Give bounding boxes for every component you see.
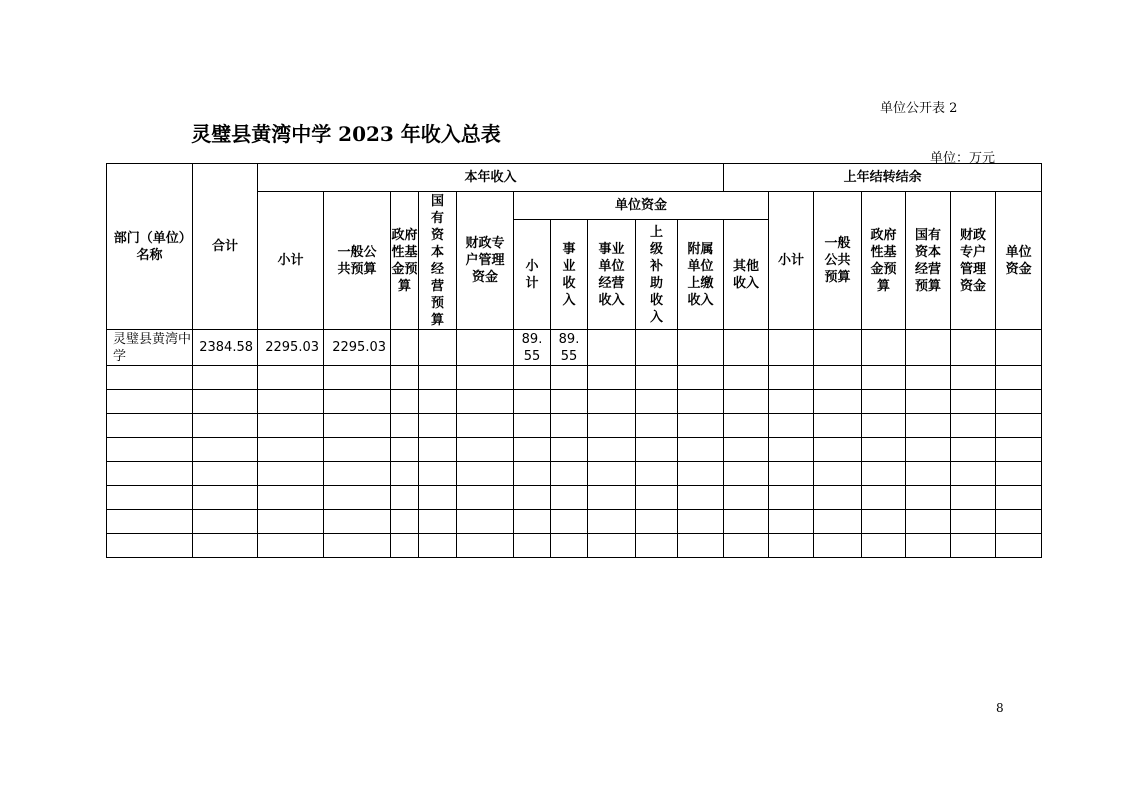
table-cell — [107, 438, 193, 462]
row-cy-general: 2295.03 — [324, 330, 391, 366]
table-cell — [457, 462, 514, 486]
row-uf-affiliated — [678, 330, 724, 366]
table-cell — [996, 390, 1042, 414]
table-cell — [551, 534, 588, 558]
table-cell — [724, 510, 769, 534]
table-cell — [678, 438, 724, 462]
table-cell — [814, 462, 862, 486]
table-cell — [862, 438, 906, 462]
table-cell — [996, 486, 1042, 510]
table-number: 单位公开表 2 — [880, 101, 958, 116]
table-cell — [678, 534, 724, 558]
table-cell — [588, 414, 636, 438]
table-cell — [724, 534, 769, 558]
table-cell — [457, 366, 514, 390]
row-cy-state-capital — [419, 330, 457, 366]
table-cell — [391, 438, 419, 462]
table-cell — [324, 510, 391, 534]
table-cell — [906, 414, 951, 438]
table-cell — [419, 390, 457, 414]
header-uf-operating: 事业单位经营收入 — [588, 220, 636, 330]
header-cy-gov-fund: 政府性基金预算 — [391, 192, 419, 330]
table-cell — [951, 438, 996, 462]
table-cell — [258, 510, 324, 534]
table-cell — [193, 366, 258, 390]
table-cell — [678, 414, 724, 438]
table-cell — [636, 438, 678, 462]
table-cell — [769, 462, 814, 486]
table-cell — [391, 462, 419, 486]
table-row — [107, 438, 1042, 462]
table-cell — [419, 414, 457, 438]
table-cell — [724, 486, 769, 510]
table-cell — [862, 390, 906, 414]
table-cell — [588, 390, 636, 414]
row-py-gov-fund — [862, 330, 906, 366]
page-title: 灵璧县黄湾中学 2023 年收入总表 — [191, 122, 501, 146]
table-cell — [588, 486, 636, 510]
table-cell — [391, 366, 419, 390]
table-cell — [724, 390, 769, 414]
table-cell — [906, 438, 951, 462]
row-uf-business: 89.55 — [551, 330, 588, 366]
table-cell — [814, 534, 862, 558]
page-number: 8 — [996, 701, 1004, 715]
table-cell — [862, 414, 906, 438]
header-py-state-capital: 国有资本经营预算 — [906, 192, 951, 330]
table-cell — [814, 414, 862, 438]
table-cell — [678, 390, 724, 414]
table-cell — [862, 534, 906, 558]
header-cy-general: 一般公共预算 — [324, 192, 391, 330]
table-cell — [551, 414, 588, 438]
table-cell — [457, 414, 514, 438]
table-cell — [514, 486, 551, 510]
table-cell — [906, 486, 951, 510]
table-cell — [769, 438, 814, 462]
table-cell — [391, 390, 419, 414]
row-dept-name: 灵璧县黄湾中学 — [107, 330, 193, 366]
unit-label: 单位：万元 — [930, 151, 996, 166]
row-uf-other — [724, 330, 769, 366]
table-cell — [258, 534, 324, 558]
table-cell — [996, 366, 1042, 390]
table-cell — [324, 462, 391, 486]
table-cell — [514, 366, 551, 390]
table-cell — [588, 438, 636, 462]
header-current-year: 本年收入 — [258, 164, 724, 192]
table-row — [107, 330, 1042, 366]
table-cell — [951, 414, 996, 438]
table-cell — [514, 438, 551, 462]
table-cell — [258, 486, 324, 510]
row-total: 2384.58 — [193, 330, 258, 366]
table-cell — [551, 462, 588, 486]
header-uf-affiliated: 附属单位上缴收入 — [678, 220, 724, 330]
table-cell — [769, 390, 814, 414]
header-prev-year: 上年结转结余 — [724, 164, 1042, 192]
row-cy-gov-fund — [391, 330, 419, 366]
table-cell — [769, 486, 814, 510]
table-cell — [862, 462, 906, 486]
table-cell — [769, 534, 814, 558]
row-py-fiscal-special — [951, 330, 996, 366]
table-cell — [636, 486, 678, 510]
table-cell — [814, 438, 862, 462]
table-cell — [636, 390, 678, 414]
table-row — [107, 486, 1042, 510]
table-cell — [419, 366, 457, 390]
header-py-subtotal: 小计 — [769, 192, 814, 330]
empty-rows — [107, 366, 1042, 558]
table-cell — [258, 390, 324, 414]
table-cell — [814, 510, 862, 534]
table-cell — [906, 366, 951, 390]
table-cell — [391, 534, 419, 558]
table-cell — [107, 486, 193, 510]
table-cell — [551, 438, 588, 462]
table-cell — [457, 486, 514, 510]
header-uf-subsidy: 上级补助收入 — [636, 220, 678, 330]
table-cell — [107, 534, 193, 558]
table-cell — [391, 486, 419, 510]
table-cell — [107, 462, 193, 486]
table-cell — [951, 510, 996, 534]
table-cell — [551, 510, 588, 534]
table-cell — [636, 534, 678, 558]
row-uf-operating — [588, 330, 636, 366]
table-cell — [906, 510, 951, 534]
table-cell — [678, 510, 724, 534]
header-uf-subtotal: 小计 — [514, 220, 551, 330]
table-cell — [324, 414, 391, 438]
table-cell — [419, 486, 457, 510]
table-cell — [324, 438, 391, 462]
table-cell — [258, 414, 324, 438]
table-cell — [391, 510, 419, 534]
table-row — [107, 414, 1042, 438]
table-row — [107, 390, 1042, 414]
table-cell — [419, 534, 457, 558]
header-cy-fiscal-special: 财政专户管理资金 — [457, 192, 514, 330]
row-uf-subsidy — [636, 330, 678, 366]
table-row — [107, 366, 1042, 390]
table-cell — [814, 390, 862, 414]
table-cell — [951, 390, 996, 414]
table-cell — [419, 438, 457, 462]
table-cell — [996, 414, 1042, 438]
table-cell — [107, 366, 193, 390]
header-py-general: 一般公共预算 — [814, 192, 862, 330]
table-cell — [636, 462, 678, 486]
header-uf-business: 事业收入 — [551, 220, 588, 330]
income-summary-table — [106, 163, 1042, 558]
table-cell — [636, 414, 678, 438]
row-cy-fiscal-special — [457, 330, 514, 366]
table-cell — [107, 390, 193, 414]
table-cell — [324, 486, 391, 510]
row-cy-subtotal: 2295.03 — [258, 330, 324, 366]
table-cell — [514, 390, 551, 414]
table-cell — [906, 462, 951, 486]
table-cell — [551, 486, 588, 510]
table-cell — [769, 366, 814, 390]
table-cell — [678, 366, 724, 390]
table-cell — [193, 438, 258, 462]
table-cell — [906, 390, 951, 414]
table-cell — [862, 486, 906, 510]
table-cell — [514, 414, 551, 438]
header-cy-subtotal: 小计 — [258, 192, 324, 330]
table-cell — [193, 534, 258, 558]
table-cell — [996, 510, 1042, 534]
table-cell — [724, 462, 769, 486]
header-py-unit-funds: 单位资金 — [996, 192, 1042, 330]
table-row — [107, 462, 1042, 486]
table-cell — [678, 486, 724, 510]
table-cell — [324, 390, 391, 414]
row-py-general — [814, 330, 862, 366]
table-cell — [419, 510, 457, 534]
table-cell — [258, 438, 324, 462]
table-cell — [457, 438, 514, 462]
row-py-unit-funds — [996, 330, 1042, 366]
table-cell — [996, 534, 1042, 558]
table-cell — [193, 486, 258, 510]
header-py-fiscal-special: 财政专户管理资金 — [951, 192, 996, 330]
header-unit-funds: 单位资金 — [514, 192, 769, 220]
table-cell — [391, 414, 419, 438]
table-cell — [678, 462, 724, 486]
table-cell — [193, 510, 258, 534]
table-cell — [457, 534, 514, 558]
table-cell — [588, 510, 636, 534]
table-cell — [588, 366, 636, 390]
header-total: 合计 — [193, 164, 258, 330]
table-cell — [258, 462, 324, 486]
table-cell — [419, 462, 457, 486]
row-py-subtotal — [769, 330, 814, 366]
table-row — [107, 510, 1042, 534]
table-cell — [193, 390, 258, 414]
table-cell — [814, 486, 862, 510]
row-uf-subtotal: 89.55 — [514, 330, 551, 366]
table-cell — [724, 366, 769, 390]
table-cell — [951, 534, 996, 558]
table-cell — [107, 510, 193, 534]
table-cell — [996, 438, 1042, 462]
header-dept: 部门（单位）名称 — [107, 164, 193, 330]
table-cell — [324, 534, 391, 558]
row-py-state-capital — [906, 330, 951, 366]
header-uf-other: 其他收入 — [724, 220, 769, 330]
table-cell — [514, 510, 551, 534]
header-py-gov-fund: 政府性基金预算 — [862, 192, 906, 330]
table-cell — [457, 510, 514, 534]
table-cell — [588, 534, 636, 558]
table-cell — [457, 390, 514, 414]
table-cell — [814, 366, 862, 390]
table-cell — [724, 438, 769, 462]
table-cell — [324, 366, 391, 390]
table-row — [107, 534, 1042, 558]
table-cell — [514, 462, 551, 486]
table-cell — [951, 366, 996, 390]
table-cell — [862, 510, 906, 534]
table-cell — [951, 486, 996, 510]
table-cell — [769, 414, 814, 438]
table-cell — [551, 366, 588, 390]
table-cell — [514, 534, 551, 558]
table-cell — [906, 534, 951, 558]
table-cell — [862, 366, 906, 390]
table-cell — [193, 414, 258, 438]
header-cy-state-capital: 国有资本经营预算 — [419, 192, 457, 330]
table-cell — [551, 390, 588, 414]
table-cell — [107, 414, 193, 438]
table-cell — [724, 414, 769, 438]
table-cell — [951, 462, 996, 486]
table-cell — [258, 366, 324, 390]
table-cell — [193, 462, 258, 486]
table-cell — [636, 366, 678, 390]
table-cell — [636, 510, 678, 534]
table-cell — [588, 462, 636, 486]
table-cell — [769, 510, 814, 534]
table-cell — [996, 462, 1042, 486]
